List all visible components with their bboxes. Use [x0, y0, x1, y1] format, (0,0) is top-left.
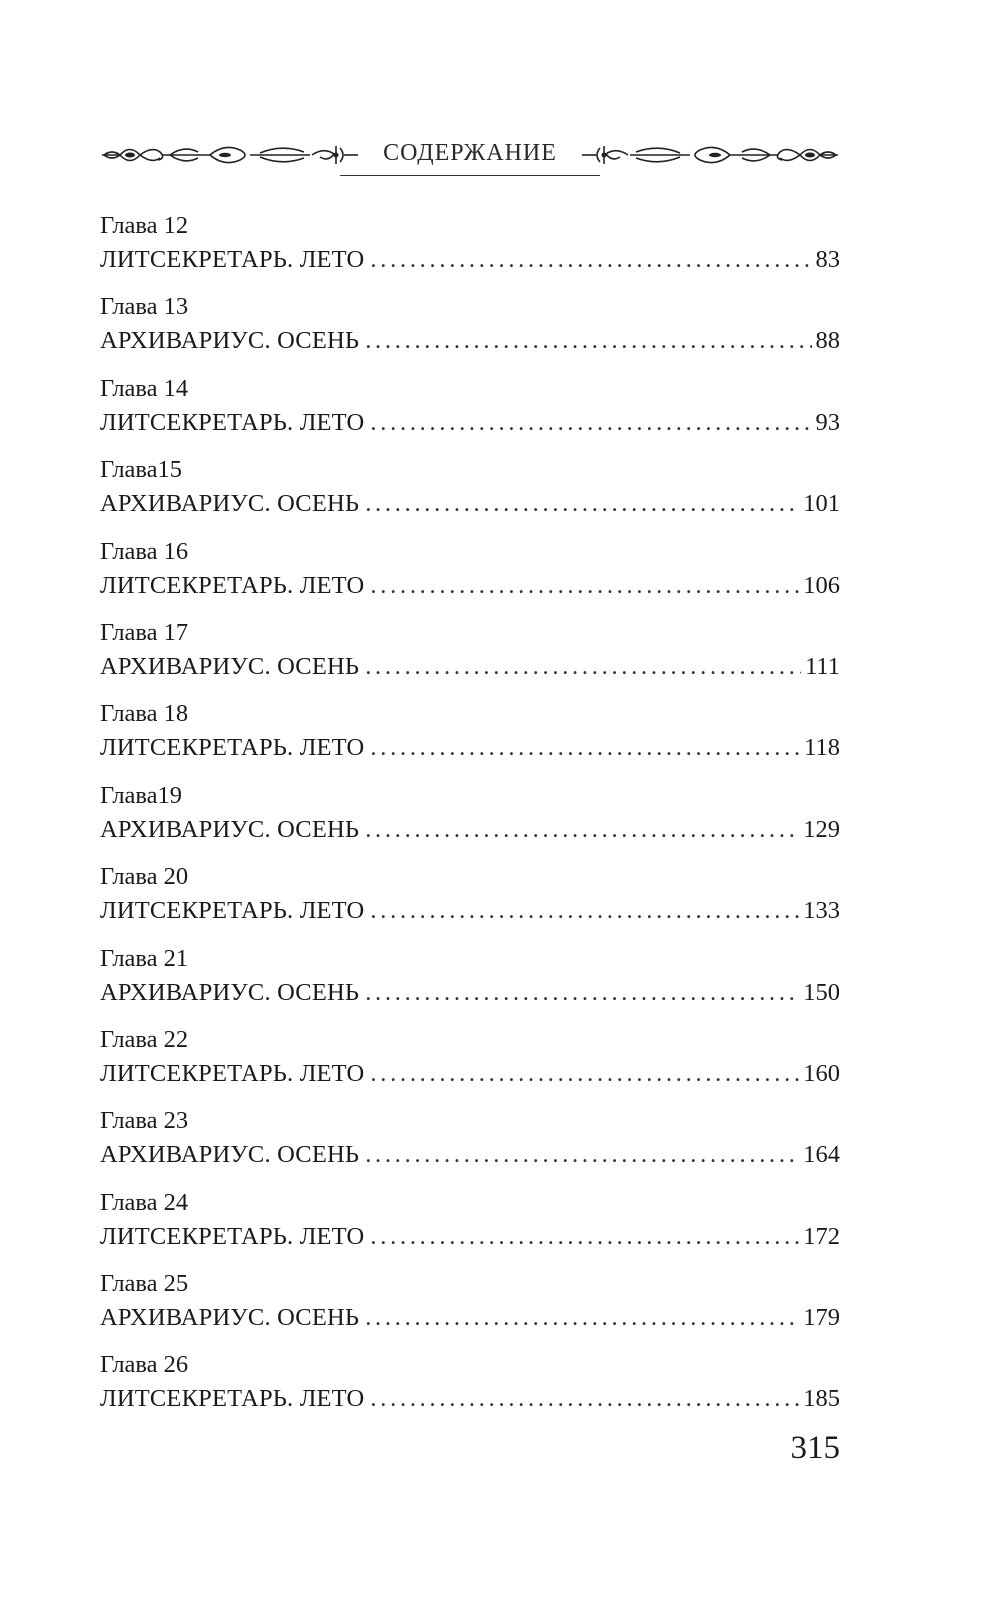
chapter-title: АРХИВАРИУС. ОСЕНЬ [100, 490, 360, 518]
toc-entry[interactable] [100, 780, 840, 861]
toc-entry[interactable] [100, 210, 840, 291]
toc-entry[interactable] [100, 454, 840, 535]
chapter-page-number: 179 [803, 1304, 840, 1332]
dot-leader [370, 1381, 799, 1417]
chapter-page-number: 106 [803, 571, 840, 599]
chapter-label: Глава 25 [100, 1270, 189, 1298]
dot-leader [365, 812, 799, 848]
dot-leader [365, 649, 801, 685]
chapter-title: АРХИВАРИУС. ОСЕНЬ [100, 1141, 360, 1169]
chapter-page-number: 83 [815, 246, 840, 273]
toc-line [100, 323, 840, 359]
dot-leader [370, 1056, 799, 1092]
header-title: СОДЕРЖАНИЕ [383, 140, 557, 166]
chapter-title: АРХИВАРИУС. ОСЕНЬ [100, 327, 360, 355]
toc-entry[interactable] [100, 1349, 840, 1430]
chapter-label: Глава15 [100, 456, 183, 484]
chapter-label: Глава 22 [100, 1025, 189, 1053]
toc-entry[interactable] [100, 536, 840, 617]
chapter-title: ЛИТСЕКРЕТАРЬ. ЛЕТО [100, 734, 365, 762]
chapter-page-number: 118 [804, 734, 840, 762]
toc-entry[interactable] [100, 291, 840, 372]
chapter-title: ЛИТСЕКРЕТАРЬ. ЛЕТО [100, 897, 365, 925]
dot-leader [365, 323, 811, 359]
dot-leader [365, 1300, 799, 1336]
chapter-label: Глава 13 [100, 293, 189, 321]
chapter-page-number: 133 [803, 897, 840, 925]
chapter-label: Глава 16 [100, 537, 189, 565]
chapter-title: ЛИТСЕКРЕТАРЬ. ЛЕТО [100, 408, 365, 436]
chapter-page-number: 172 [803, 1222, 840, 1250]
toc-line [100, 975, 840, 1011]
page-number: 315 [790, 1430, 840, 1466]
dot-leader [370, 1219, 799, 1255]
chapter-page-number: 164 [803, 1141, 840, 1169]
chapter-title: ЛИТСЕКРЕТАРЬ. ЛЕТО [100, 246, 365, 273]
chapter-label: Глава 20 [100, 863, 189, 891]
dot-leader [365, 975, 799, 1011]
toc-line [100, 568, 840, 604]
chapter-page-number: 93 [815, 408, 840, 436]
toc-line [100, 649, 840, 685]
right-flourish-ornament [582, 132, 840, 178]
toc-line [100, 242, 840, 278]
chapter-label: Глава 14 [100, 374, 189, 402]
chapter-title: АРХИВАРИУС. ОСЕНЬ [100, 815, 360, 843]
dot-leader [365, 1137, 799, 1173]
toc-entry[interactable] [100, 1268, 840, 1349]
chapter-label: Глава 17 [100, 618, 189, 646]
chapter-label: Глава 12 [100, 212, 189, 239]
chapter-title: АРХИВАРИУС. ОСЕНЬ [100, 978, 360, 1006]
toc-line [100, 812, 840, 848]
dot-leader [370, 242, 811, 278]
chapter-title: ЛИТСЕКРЕТАРЬ. ЛЕТО [100, 571, 365, 599]
toc-line [100, 1056, 840, 1092]
chapter-page-number: 185 [803, 1385, 840, 1413]
chapter-label: Глава 26 [100, 1351, 189, 1379]
chapter-page-number: 101 [803, 490, 840, 518]
toc-line [100, 730, 840, 766]
running-header [100, 132, 840, 178]
toc-entry[interactable] [100, 1105, 840, 1186]
chapter-label: Глава 24 [100, 1188, 189, 1216]
toc-line [100, 893, 840, 929]
chapter-page-number: 88 [815, 327, 840, 355]
chapter-label: Глава19 [100, 781, 183, 809]
chapter-page-number: 129 [803, 815, 840, 843]
chapter-title: ЛИТСЕКРЕТАРЬ. ЛЕТО [100, 1059, 365, 1087]
header-underline [340, 175, 600, 176]
dot-leader [370, 893, 799, 929]
toc-entry[interactable] [100, 1024, 840, 1105]
dot-leader [370, 730, 800, 766]
chapter-label: Глава 18 [100, 700, 189, 728]
toc-entry[interactable] [100, 698, 840, 779]
chapter-page-number: 150 [803, 978, 840, 1006]
toc-line [100, 1137, 840, 1173]
chapter-title: АРХИВАРИУС. ОСЕНЬ [100, 1304, 360, 1332]
toc-line [100, 486, 840, 522]
chapter-page-number: 160 [803, 1059, 840, 1087]
dot-leader [370, 405, 811, 441]
dot-leader [370, 568, 799, 604]
toc-entry[interactable] [100, 373, 840, 454]
toc-entry[interactable] [100, 861, 840, 942]
toc-line [100, 1300, 840, 1336]
chapter-title: ЛИТСЕКРЕТАРЬ. ЛЕТО [100, 1222, 365, 1250]
chapter-label: Глава 23 [100, 1107, 189, 1135]
chapter-title: АРХИВАРИУС. ОСЕНЬ [100, 652, 360, 680]
chapter-page-number: 111 [805, 652, 840, 680]
toc-entry[interactable] [100, 1187, 840, 1268]
toc-line [100, 1219, 840, 1255]
toc-entry[interactable] [100, 617, 840, 698]
toc-entry[interactable] [100, 943, 840, 1024]
left-flourish-ornament [100, 132, 358, 178]
chapter-title: ЛИТСЕКРЕТАРЬ. ЛЕТО [100, 1385, 365, 1413]
dot-leader [365, 486, 799, 522]
toc-line [100, 405, 840, 441]
table-of-contents [100, 210, 840, 1431]
chapter-label: Глава 21 [100, 944, 189, 972]
toc-line [100, 1381, 840, 1417]
